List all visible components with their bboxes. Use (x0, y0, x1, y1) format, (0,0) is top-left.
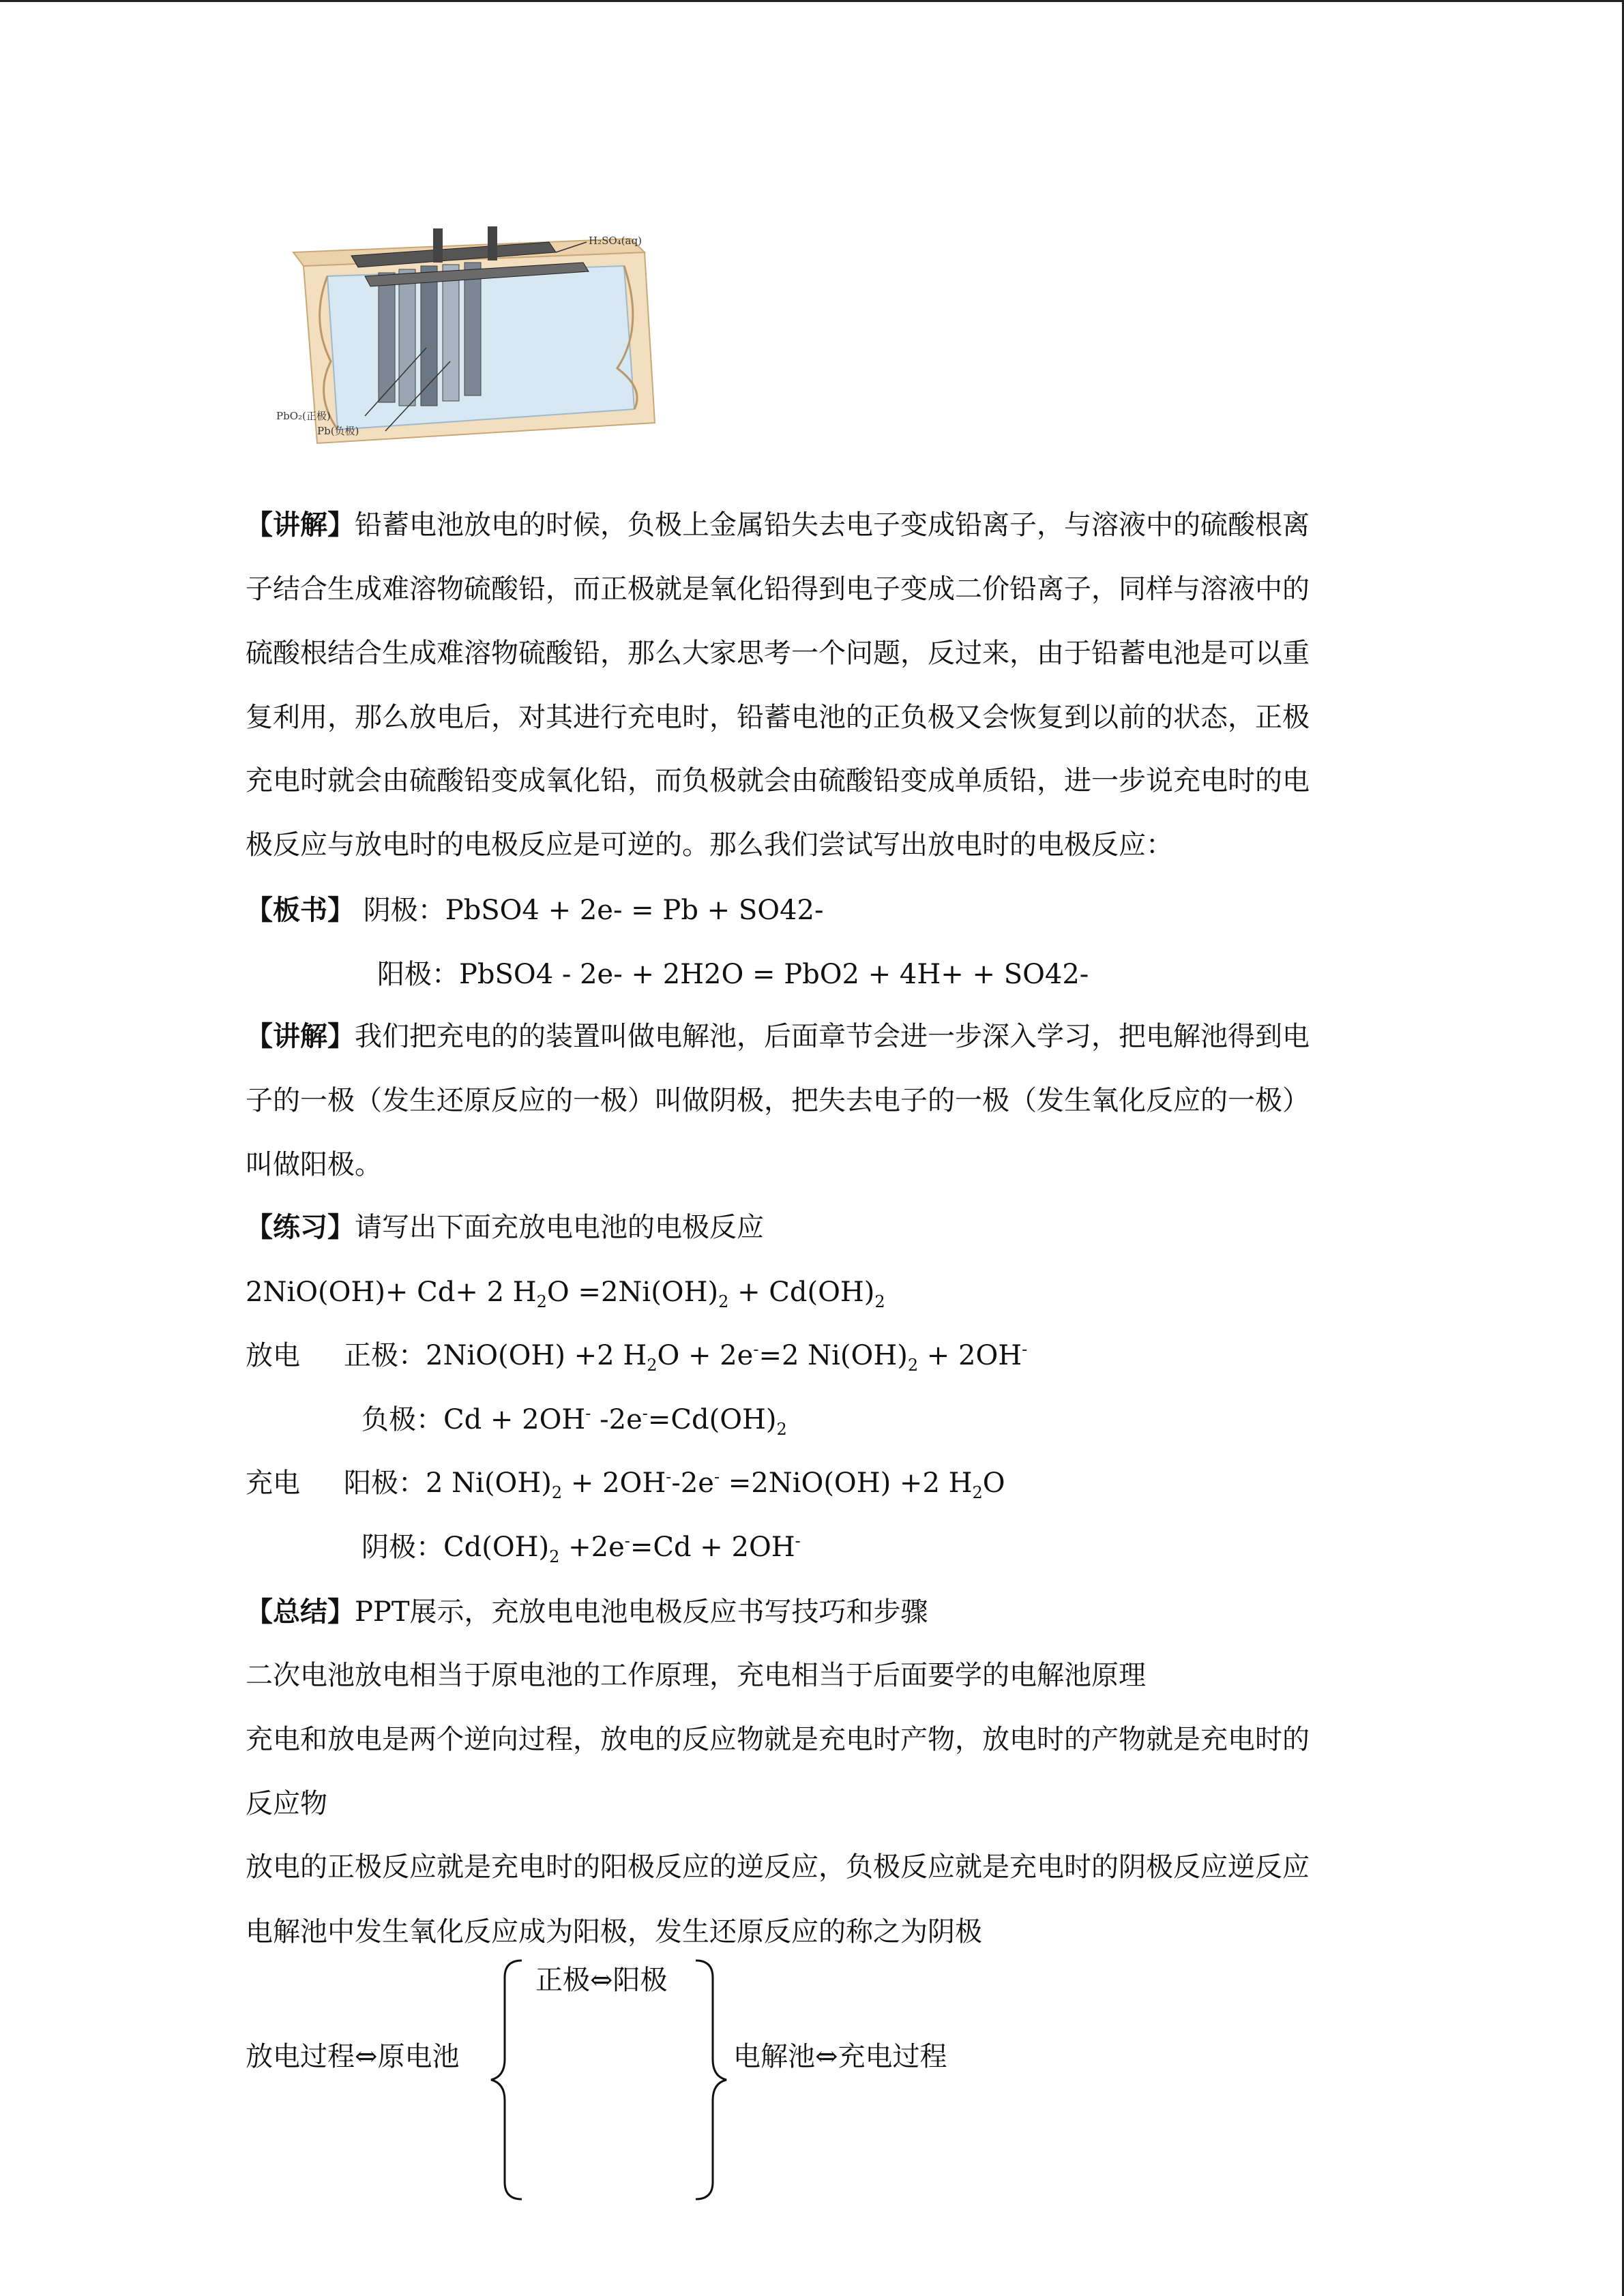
label-pbo2: PbO₂(正极) (276, 410, 331, 422)
paragraph1-line4: 复利用，那么放电后，对其进行充电时，铅蓄电池的正负极又会恢复到以前的状态，正极 (246, 702, 1310, 733)
discharge-negative-line: 负极：Cd + 2OH- $-2e^-=Cd(OH)_2$ (361, 1403, 787, 1439)
label-pb: Pb(负极) (317, 425, 359, 437)
paragraph1-line2: 子结合生成难溶物硫酸铅，而正极就是氧化铅得到电子变成二价铅离子，同样与溶液中的 (246, 573, 1310, 605)
board-tag: 【板书】 (246, 894, 355, 926)
page-top-border (0, 0, 1624, 2)
paragraph1-line1: 【讲解】铅蓄电池放电的时候，负极上金属铅失去电子变成铅离子，与溶液中的硫酸根离 (246, 509, 1310, 541)
mapping-middle: 正极⇔阳极 (535, 1965, 668, 1996)
charge-anode-line: 充电 阳极：2 $Ni(OH)_2 + 2OH^--2e^- =2NiO(OH) +2$ $H_2O$ (246, 1467, 1005, 1502)
practice-tag: 【练习】 (246, 1211, 355, 1243)
paragraph1-line5: 充电时就会由硫酸铅变成氧化铅，而负极就会由硫酸铅变成单质铅，进一步说充电时的电 (246, 765, 1310, 796)
paragraph2-line2: 子的一极（发生还原反应的一极）叫做阴极，把失去电子的一极（发生氧化反应的一极） (246, 1085, 1310, 1116)
paragraph2-line1: 【讲解】我们把充电的的装置叫做电解池，后面章节会进一步深入学习，把电解池得到电 (246, 1020, 1310, 1052)
practice-line: 【练习】请写出下面充放电电池的电极反应 (246, 1211, 764, 1243)
lead-acid-battery-figure (263, 225, 685, 467)
summary-line2: 充电和放电是两个逆向过程，放电的反应物就是充电时产物，放电时的产物就是充电时的 (246, 1724, 1310, 1755)
paragraph2-line3: 叫做阳极。 (246, 1149, 382, 1180)
battery-illustration (263, 225, 685, 467)
label-h2so4: H₂SO₄(aq) (589, 235, 642, 247)
paragraph1-line3: 硫酸根结合生成难溶物硫酸铅，那么大家思考一个问题，反过来，由于铅蓄电池是可以重 (246, 638, 1310, 669)
mapping-right: 电解池⇔充电过程 (733, 2041, 947, 2072)
explain-tag-2: 【讲解】 (246, 1020, 355, 1052)
overall-equation: 2NiO(OH)+ Cd+ 2 $H_2O =2Ni(OH)_2 + Cd(OH)_2$ (246, 1277, 885, 1311)
summary-line5: 电解池中发生氧化反应成为阳极，发生还原反应的称之为阴极 (246, 1916, 982, 1948)
board-anode-line: 阳极：PbSO4 - 2e- + 2H2O = PbO2 + 4H+ + SO42- (377, 959, 1089, 990)
right-brace (689, 1957, 730, 2203)
explain-tag: 【讲解】 (246, 509, 355, 541)
mapping-left: 放电过程⇔原电池 (246, 2041, 460, 2072)
paragraph1-line6: 极反应与放电时的电极反应是可逆的。那么我们尝试写出放电时的电极反应： (246, 829, 1173, 861)
discharge-positive-line: 放电 正极：2NiO(OH) +2 $H_2O + 2e^-=2$ $Ni(OH)_2 + 2OH^-$ (246, 1339, 1028, 1375)
summary-tag: 【总结】 (246, 1596, 355, 1628)
board-cathode-line: 【板书】 阴极：PbSO4 + 2e- = Pb + SO42- (246, 894, 824, 926)
summary-line4: 放电的正极反应就是充电时的阳极反应的逆反应，负极反应就是充电时的阴极反应逆反应 (246, 1851, 1310, 1883)
charge-cathode-line: 阴极：$Cd(OH)_2 +2e^-=Cd + 2OH^-$ (361, 1531, 801, 1566)
summary-line3: 反应物 (246, 1788, 327, 1819)
summary-line1: 二次电池放电相当于原电池的工作原理，充电相当于后面要学的电解池原理 (246, 1660, 1146, 1691)
left-brace (488, 1957, 529, 2203)
summary-line: 【总结】PPT展示，充放电电池电极反应书写技巧和步骤 (246, 1596, 928, 1628)
